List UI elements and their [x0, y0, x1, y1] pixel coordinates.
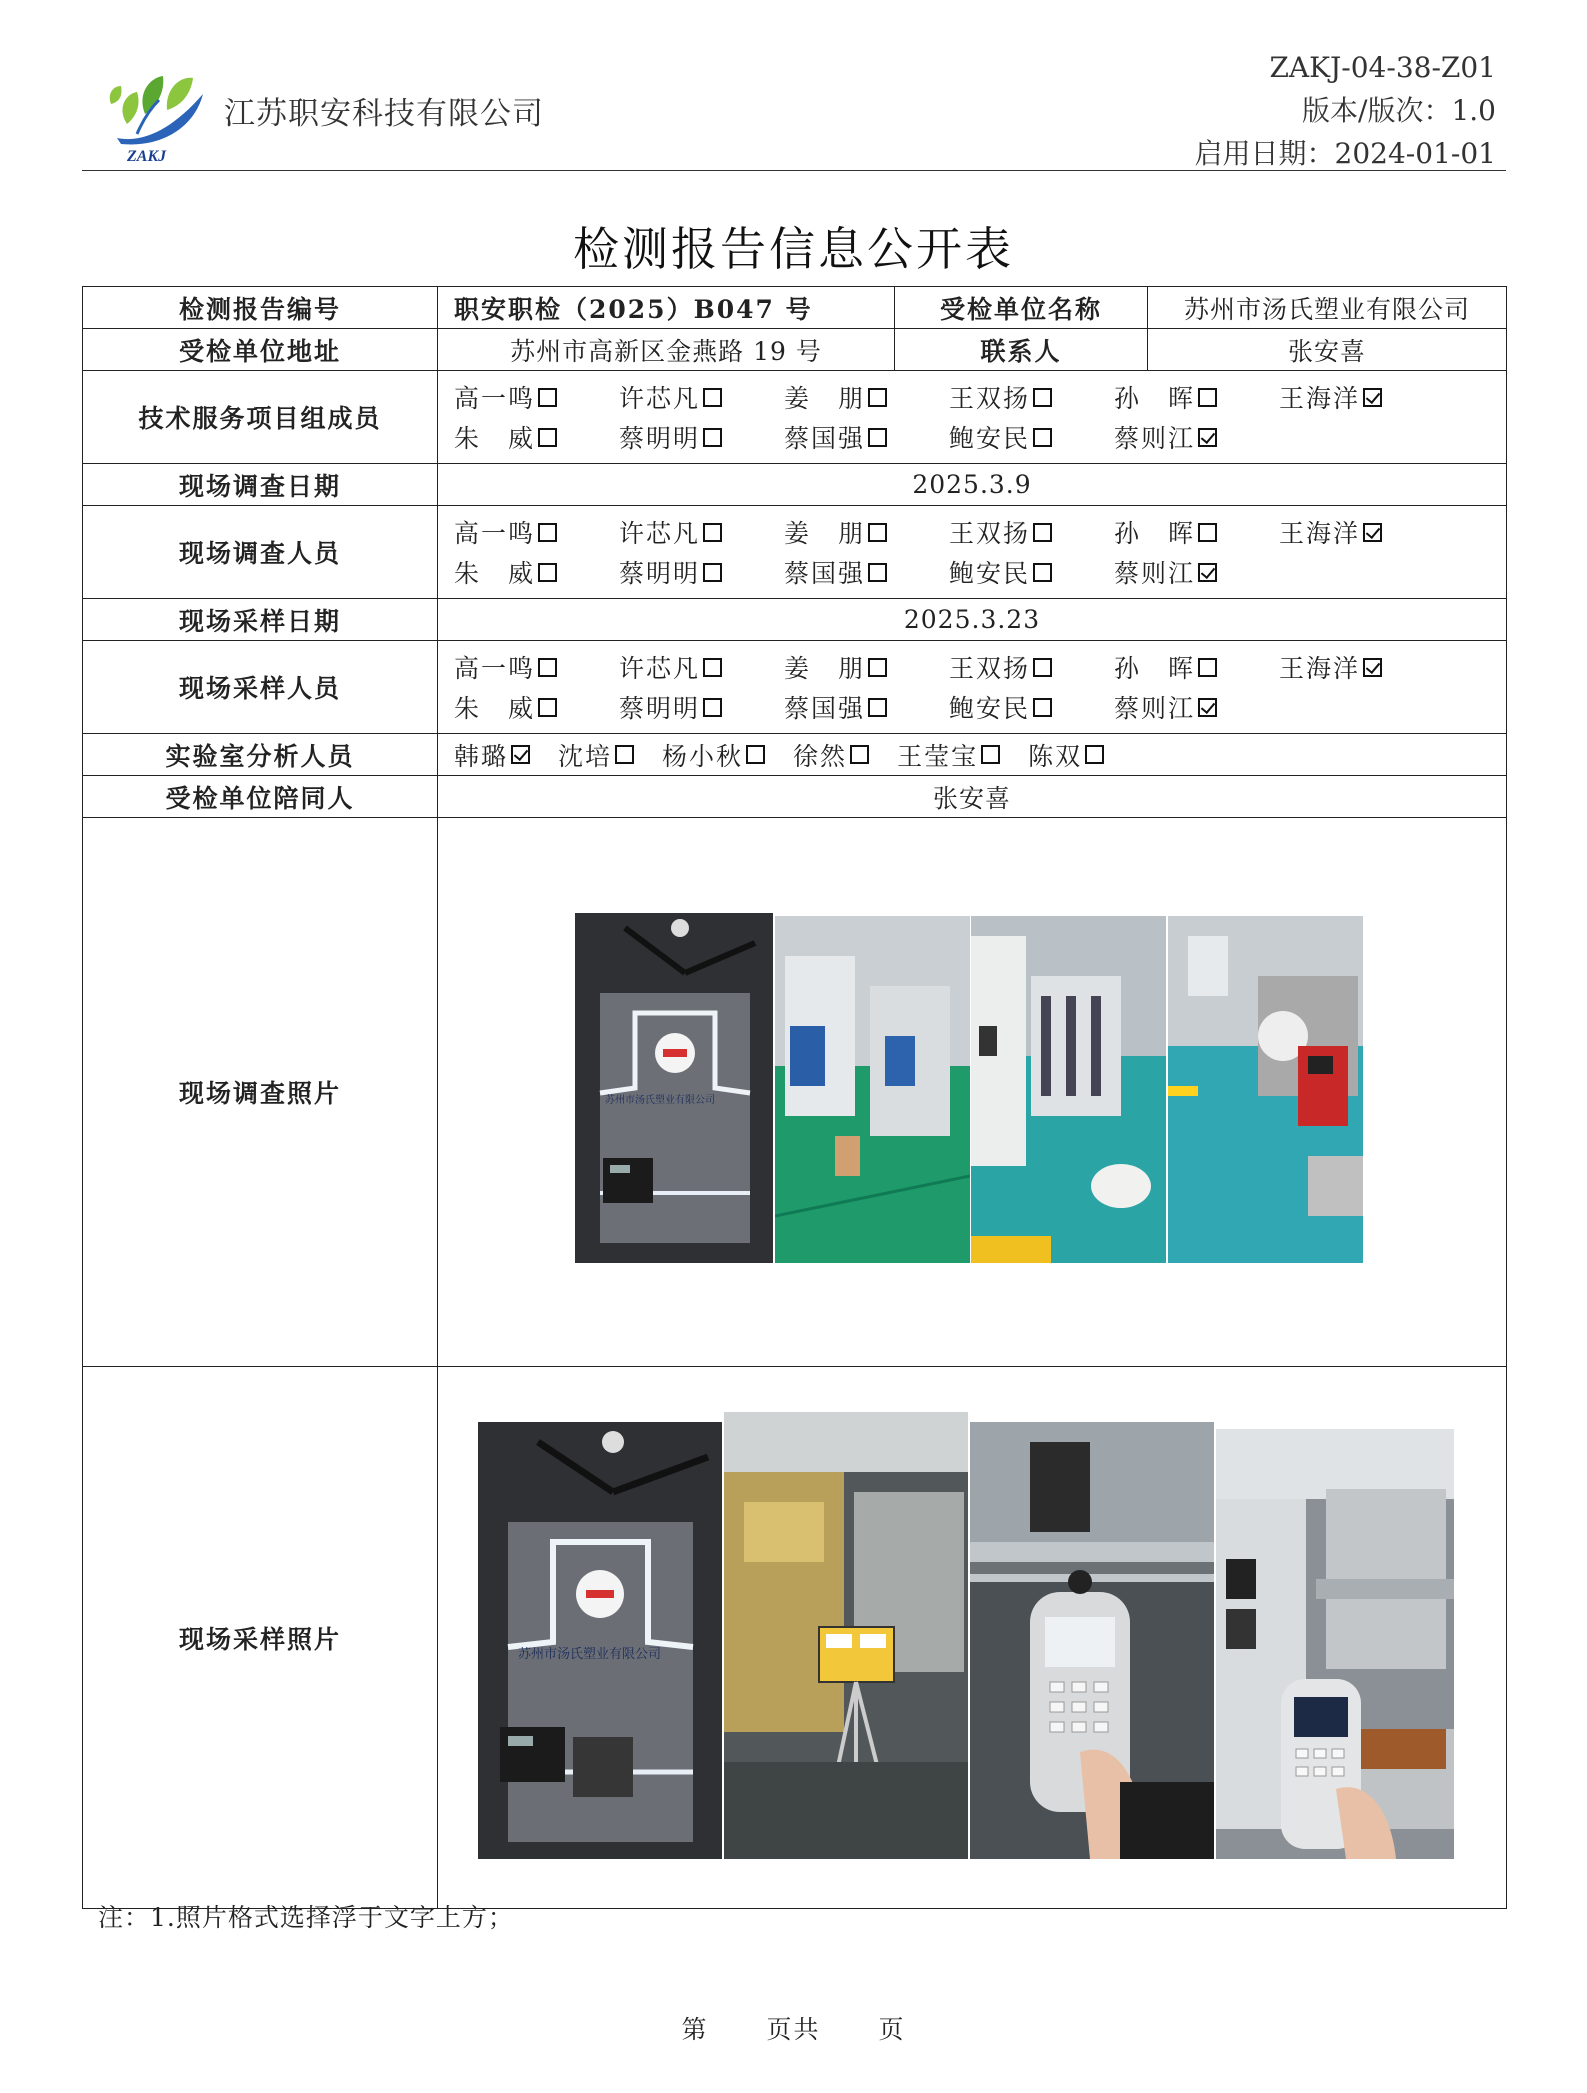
contact-label: 联系人: [895, 329, 1148, 371]
table-row: [83, 1367, 1507, 1909]
lab-staff-name: 沈培: [558, 741, 613, 771]
sampling-photo-sampler: [724, 1412, 968, 1859]
report-no-label: 检测报告编号: [83, 287, 438, 329]
footer-page-prefix: 第: [681, 2015, 709, 2044]
checkbox-icon: [703, 388, 722, 407]
staff-name: 蔡国强: [784, 424, 866, 453]
staff-entry: [1114, 514, 1279, 550]
checkbox-icon: [538, 563, 557, 582]
escort-label: 受检单位陪同人: [83, 776, 438, 818]
table-row: [83, 371, 1507, 464]
checkbox-icon: [538, 658, 557, 677]
staff-line-2: [454, 552, 1506, 592]
checked-box-icon: [1198, 428, 1217, 447]
staff-line-1: [454, 377, 1506, 417]
lab-staff-name: 韩璐: [454, 741, 509, 771]
checkbox-icon: [868, 563, 887, 582]
staff-entry: [1114, 379, 1279, 415]
staff-entry: [784, 379, 949, 415]
checked-box-icon: [1363, 658, 1382, 677]
page-footer: [0, 2010, 1587, 2046]
staff-entry: [949, 649, 1114, 685]
checkbox-icon: [868, 523, 887, 542]
page-title: 检测报告信息公开表: [573, 222, 1014, 276]
staff-name: 蔡则江: [1114, 424, 1196, 453]
staff-entry: [454, 649, 619, 685]
staff-name: 蔡明明: [619, 559, 701, 588]
checkbox-icon: [868, 388, 887, 407]
staff-entry: [619, 379, 784, 415]
table-row: [83, 734, 1507, 776]
staff-entry: [949, 554, 1114, 590]
staff-line-1: [454, 647, 1506, 687]
survey-photo-workshop-1: [775, 916, 970, 1263]
doc-code: ZAKJ-04-38-Z01: [1269, 51, 1496, 84]
staff-entry: [619, 419, 784, 455]
checkbox-icon: [615, 745, 634, 764]
unit-name: 苏州市汤氏塑业有限公司: [1148, 287, 1507, 329]
lab-staff-entry: [662, 737, 765, 773]
doc-version: 版本/版次：1.0: [1302, 94, 1496, 127]
tech-members: [438, 371, 1507, 464]
staff-entry: [949, 689, 1114, 725]
staff-line-2: [454, 417, 1506, 457]
staff-name: 孙 晖: [1114, 384, 1196, 413]
checkbox-icon: [703, 563, 722, 582]
staff-name: 蔡明明: [619, 694, 701, 723]
staff-entry: [619, 689, 784, 725]
staff-name: 许芯凡: [619, 384, 701, 413]
staff-entry: [784, 649, 949, 685]
lab-staff-label: 实验室分析人员: [83, 734, 438, 776]
address: 苏州市高新区金燕路 19 号: [438, 329, 895, 371]
footnote: 注：1.照片格式选择浮于文字上方；: [98, 1903, 514, 1932]
staff-name: 蔡国强: [784, 559, 866, 588]
checkbox-icon: [746, 745, 765, 764]
info-table: [82, 286, 1507, 1909]
staff-entry: [949, 514, 1114, 550]
survey-date-label: 现场调查日期: [83, 464, 438, 506]
staff-name: 朱 威: [454, 694, 536, 723]
report-no: 职安职检（2025）B047 号: [438, 287, 895, 329]
checked-box-icon: [511, 745, 530, 764]
table-row: [83, 776, 1507, 818]
staff-entry: [1279, 379, 1444, 415]
staff-entry: [1114, 554, 1279, 590]
table-row: [83, 641, 1507, 734]
staff-entry: [949, 379, 1114, 415]
staff-name: 许芯凡: [619, 654, 701, 683]
checkbox-icon: [1033, 523, 1052, 542]
staff-name: 蔡明明: [619, 424, 701, 453]
staff-name: 蔡则江: [1114, 694, 1196, 723]
checkbox-icon: [1033, 428, 1052, 447]
staff-entry: [619, 649, 784, 685]
staff-name: 王海洋: [1279, 519, 1361, 548]
checkbox-icon: [868, 428, 887, 447]
lab-staff-name: 徐然: [793, 741, 848, 771]
staff-name: 王海洋: [1279, 654, 1361, 683]
svg-text:苏州市汤氏塑业有限公司: 苏州市汤氏塑业有限公司: [518, 1647, 662, 1662]
staff-entry: [454, 419, 619, 455]
sampling-photo-sound-meter-1: [970, 1422, 1214, 1859]
checkbox-icon: [1033, 658, 1052, 677]
staff-name: 蔡国强: [784, 694, 866, 723]
lab-staff-entry: [454, 737, 530, 773]
address-label: 受检单位地址: [83, 329, 438, 371]
staff-name: 朱 威: [454, 559, 536, 588]
checkbox-icon: [1198, 388, 1217, 407]
sampling-staff: [438, 641, 1507, 734]
sampling-staff-label: 现场采样人员: [83, 641, 438, 734]
checkbox-icon: [1033, 388, 1052, 407]
checkbox-icon: [538, 388, 557, 407]
staff-name: 鲍安民: [949, 559, 1031, 588]
staff-entry: [454, 689, 619, 725]
sampling-photo-sound-meter-2: [1216, 1429, 1454, 1859]
staff-entry: [454, 514, 619, 550]
staff-name: 朱 威: [454, 424, 536, 453]
checkbox-icon: [703, 698, 722, 717]
staff-name: 高一鸣: [454, 519, 536, 548]
staff-entry: [1114, 419, 1279, 455]
svg-text:ZAKJ: ZAKJ: [127, 148, 167, 164]
page-header: [82, 50, 1506, 171]
staff-name: 王双扬: [949, 384, 1031, 413]
lab-staff-name: 杨小秋: [662, 741, 744, 771]
company-logo: [107, 64, 219, 164]
survey-photos-label: 现场调查照片: [83, 818, 438, 1367]
checkbox-icon: [981, 745, 1000, 764]
staff-name: 姜 朋: [784, 519, 866, 548]
staff-entry: [1279, 514, 1444, 550]
tech-members-label: 技术服务项目组成员: [83, 371, 438, 464]
checked-box-icon: [1363, 388, 1382, 407]
checkbox-icon: [868, 658, 887, 677]
lab-staff-entry: [1028, 737, 1104, 773]
table-row: [83, 506, 1507, 599]
sampling-date-label: 现场采样日期: [83, 599, 438, 641]
survey-photo-workshop-2: [971, 916, 1166, 1263]
checkbox-icon: [703, 523, 722, 542]
checkbox-icon: [1085, 745, 1104, 764]
staff-name: 鲍安民: [949, 424, 1031, 453]
staff-entry: [619, 554, 784, 590]
footer-page-middle: 页共: [766, 2015, 821, 2044]
staff-entry: [784, 554, 949, 590]
staff-entry: [1279, 649, 1444, 685]
lab-staff-entry: [793, 737, 869, 773]
staff-entry: [454, 379, 619, 415]
staff-name: 蔡则江: [1114, 559, 1196, 588]
staff-line-2: [454, 687, 1506, 727]
staff-entry: [454, 554, 619, 590]
checked-box-icon: [1198, 563, 1217, 582]
staff-name: 王海洋: [1279, 384, 1361, 413]
escort: 张安喜: [438, 776, 1507, 818]
staff-name: 姜 朋: [784, 654, 866, 683]
staff-name: 孙 晖: [1114, 519, 1196, 548]
checked-box-icon: [1198, 698, 1217, 717]
staff-entry: [784, 419, 949, 455]
company-name: 江苏职安科技有限公司: [224, 96, 544, 132]
lab-staff-entry: [558, 737, 634, 773]
contact: 张安喜: [1148, 329, 1507, 371]
survey-photo-workshop-3: [1168, 916, 1363, 1263]
unit-name-label: 受检单位名称: [895, 287, 1148, 329]
staff-entry: [619, 514, 784, 550]
checkbox-icon: [850, 745, 869, 764]
staff-entry: [1114, 689, 1279, 725]
checkbox-icon: [1033, 698, 1052, 717]
lab-staff-entry: [897, 737, 1000, 773]
survey-staff-label: 现场调查人员: [83, 506, 438, 599]
checkbox-icon: [703, 658, 722, 677]
sampling-photo-showroom: [478, 1422, 722, 1859]
checkbox-icon: [703, 428, 722, 447]
lab-staff: [438, 734, 1507, 776]
table-row: [83, 287, 1507, 329]
survey-date: 2025.3.9: [438, 464, 1507, 506]
survey-photos: [438, 818, 1507, 1367]
staff-entry: [949, 419, 1114, 455]
checkbox-icon: [868, 698, 887, 717]
table-row: [83, 329, 1507, 371]
effective-date: 启用日期：2024-01-01: [1194, 137, 1496, 170]
checkbox-icon: [1033, 563, 1052, 582]
survey-photo-showroom: [575, 913, 773, 1263]
lab-staff-name: 王莹宝: [897, 741, 979, 771]
staff-name: 鲍安民: [949, 694, 1031, 723]
table-row: [83, 464, 1507, 506]
table-row: [83, 599, 1507, 641]
staff-name: 王双扬: [949, 654, 1031, 683]
checkbox-icon: [538, 523, 557, 542]
staff-entry: [1114, 649, 1279, 685]
document-info: [1195, 46, 1496, 175]
staff-entry: [784, 514, 949, 550]
sampling-date: 2025.3.23: [438, 599, 1507, 641]
sampling-photos: [438, 1367, 1507, 1909]
checkbox-icon: [1198, 658, 1217, 677]
checkbox-icon: [538, 428, 557, 447]
staff-name: 孙 晖: [1114, 654, 1196, 683]
survey-staff: [438, 506, 1507, 599]
sampling-photos-label: 现场采样照片: [83, 1367, 438, 1909]
table-row: [83, 818, 1507, 1367]
footer-page-suffix: 页: [878, 2015, 906, 2044]
staff-name: 高一鸣: [454, 654, 536, 683]
staff-name: 王双扬: [949, 519, 1031, 548]
lab-staff-name: 陈双: [1028, 741, 1083, 771]
checkbox-icon: [1198, 523, 1217, 542]
staff-name: 高一鸣: [454, 384, 536, 413]
staff-name: 许芯凡: [619, 519, 701, 548]
svg-text:苏州市汤氏塑业有限公司: 苏州市汤氏塑业有限公司: [605, 1095, 715, 1106]
staff-entry: [784, 689, 949, 725]
staff-name: 姜 朋: [784, 384, 866, 413]
lab-staff-list: [454, 735, 1506, 775]
staff-line-1: [454, 512, 1506, 552]
checked-box-icon: [1363, 523, 1382, 542]
checkbox-icon: [538, 698, 557, 717]
